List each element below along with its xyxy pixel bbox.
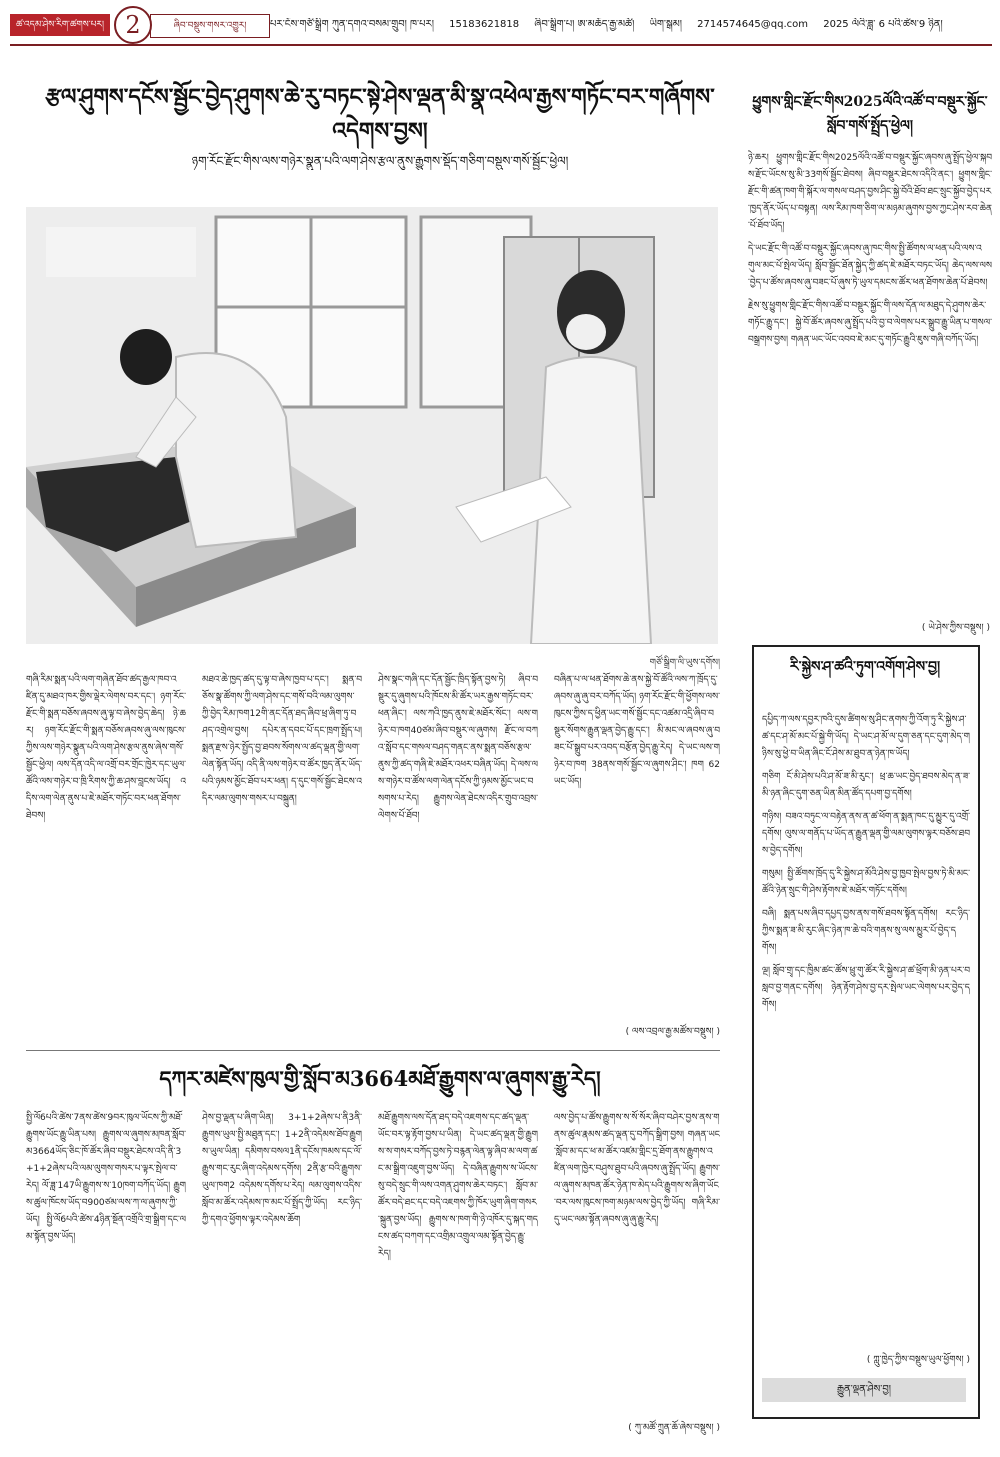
right-article-body	[748, 150, 992, 610]
article-photo	[26, 207, 718, 644]
second-column-4: ལས་བྱེད་པ་ཚོས་རྒྱུགས་ས་སོ་སོར་ཞིབ་བཤེར་བྱས་ནས་གནས་ཚུལ་རྣམས་ཚད་ལྡན་དུ་བཀོད་སྒྲིག་བྱས། གཞན་ཡང་སློབ་མ་དང་ཕ་མ་ཚོར་འཛམ་གླིང་དྲ་ཐོག་ནས་རྒྱུགས་འཛིན་ལག་ཁྱེར་བཤུས་ཐུབ་པའི་ཞབས་ཞུ་སྤྲོད་ཡོད། རྒྱུགས་ལ་ཞུགས་མཁན་ཚོར་ཉེན་ཁ་མེད་པའི་རྒྱུགས་ས་ཞིག་ཡོང་བར་ལས་ཁུངས་ཁག་མཉམ་ལས་བྱེད་ཀྱི་ཡོད། གཞི་རིམ་དུ་ཡང་ལམ་སྟོན་ཞབས་ཞུ་ཞུ་རྒྱུ་རེད།	[554, 1113, 720, 1225]
main-column-1: གཞི་རིམ་སྨན་པའི་ལག་གཞེན་ཐོབ་ཚད་རྒྱལ་ཁབ་འཛིན་དུ་མཐའ་ཁར་གྱིས་ལྡེར་ལེགས་བར་དང་། ཉག་རོང་རྫོང་གི་སྨན་བཅོས་ཞབས་ཞུ་ལྟ་བ་ཞེས་བྱེད་ཆེད། ཉེ་ཆར། ཉག་རོང་རྫོང་གི་སྨན་བཅོས་ཞབས་ཞུ་ལས་ཁུངས་ཀྱིས་ལས་གཉེར་སྣུན་པའི་ལག་ཤེས་རྩལ་ནུས་ཞེས་གསོ་སྦྱོང་ཕྱེལ། ལས་དོན་འདི་ལ་འགྲོ་བར་གྲོང་ཁྱེར་དང་ཡུལ་ཚོའི་ལས་གཉེར་བ་ཁྲི་རིགས་ཀྱི་ཆ་ཤས་བླངས་ཡོད། འདིས་ལག་ལེན་ནུས་པ་ཇེ་མཐོར་གཏོང་བར་ཕན་ཐོགས་ཐེབས།	[26, 675, 186, 821]
right-paragraph: ཉེ་ཆར། ཕྱུགས་གླིང་རྫོང་གིས2025ལོའི་འཚོ་བ་བསྡུར་སྐྱོང་ཞབས་ཞུ་སྤྲོད་ཕྱེལ་སྐབས་རྫོང་ཡོངས་སུ་མི་33གསོ་སྦྱོང་ཐེབས། ཞིབ་བསྡུར་ཐེངས་འདིའི་ནང་། ཕྱུགས་གླིང་རྫོང་གི་ཚན་ཁག་གི་སྐོར་ལ་གསལ་བཤད་བྱས་ཤིང་སྐྱེ་བོའི་ཐོབ་ཐང་སྲུང་སྐྱོབ་བྱེད་པར་ཁྱད་ནོར་ཡོད་པ་བསྟན། ལས་རིམ་ཁག་ཅིག་ལ་མཉམ་ཞུགས་བྱས་ཀྱང་ཤེས་རབ་ཆེན་པོ་ཐོབ་ཡོད།	[748, 153, 992, 231]
right-headline: ཕྱུགས་གླིང་རྫོང་གིས2025ལོའི་འཚོ་བ་བསྡུར་སྐྱོང་སློབ་གསོ་སྤྲོད་ཕྱེལ།	[752, 94, 988, 134]
info-box-title: རི་སྐྱེས་ཤ་ཚའི་ཏུག་འགོག་ཤེས་བྱ།	[789, 659, 941, 675]
second-article-byline: ( ཀུ་མཚོ་ཀྲུན་ཆོ་ཞེས་བསྡུས། )	[628, 1423, 720, 1433]
proofreader-credit: ཞིབ་སྒྲིག་པ། ཨ་མཆོད་རྒྱ་མཚོ།	[534, 19, 635, 30]
box-paragraph: གཉིས། བཟའ་བཏུང་ལ་བརྟེན་ནས་ན་ཚ་ཕོག་ན་སྨན་ཁང་དུ་མྱུར་དུ་འགྲོ་དགོས། ལུས་ལ་གནོད་པ་ཡོད་ན་རྒྱུན་ལྡན་གྱི་ལམ་ལུགས་ལྟར་བཅོས་ཐབས་བྱེད་དགོས།	[762, 812, 970, 856]
email-label: ཡིག་སྒམ།	[649, 19, 682, 30]
info-box-byline: ( ཀླུ་ཁྱེད་ཀྱིས་བསྡུས་ཡུལ་ཕྱོགས། )	[866, 1355, 970, 1365]
header-divider	[10, 44, 992, 46]
editor-credit: པར་ངོས་གཙོ་སྒྲིག ཀུན་དགའ་བསམ་གྲུབ། ཁ་པར།	[270, 19, 434, 30]
second-headline: དཀར་མཛེས་ཁུལ་གྱི་སློབ་མ3664མཐོ་རྒྱུགས་ལ་ཞུགས་རྒྱུ་རེད།	[159, 1066, 601, 1091]
section-label: ཞིབ་བསྡུས་གསར་འགྱུར།	[150, 14, 270, 38]
header-info-strip	[270, 18, 992, 32]
main-article-byline: ( ལས་འབྲལ་རྒྱ་མཚོས་བསྡུས། )	[625, 1027, 720, 1037]
box-paragraph: གཅིག ངོ་མི་ཤེས་པའི་ཤ་མོ་ཟ་མི་རུང་། ཕྲ་ཆ་ཡང་བྱེད་ཐབས་མེད་ན་ཟ་མི་ཉན་ཞིང་དུག་ཅན་ཡིན་མིན་ཚོད་དཔག་བྱ་དགོས།	[762, 772, 970, 799]
phone-number: 15183621818	[449, 19, 520, 30]
masthead-logo: ཚ་འདམ་ཤེས་རིག་ཚགས་པར།	[10, 14, 110, 36]
section-divider	[26, 1050, 720, 1051]
info-box-body	[762, 712, 970, 1342]
right-paragraph: དེ་ཡང་རྫོང་གི་འཚོ་བ་བསྡུར་སྐྱོང་ཞབས་ཞུ་ཁང་གིས་སྤྱི་ཚོགས་ལ་ཕན་པའི་ལས་འགུལ་མང་པོ་སྤེལ་ཡོད། སློབ་སྦྱོང་ཐོན་སྐྱེད་ཀྱི་ཚད་ཇེ་མཐོར་བཏང་ཡོད། ཆེད་ལས་ལས་བྱེད་པ་ཚོས་ཞབས་ཞུ་བཟང་པོ་ཞུས་ཏེ་ཡུལ་དམངས་ཚོར་ཕན་ཐོགས་ཆེན་པོ་ཐེབས།	[748, 244, 992, 288]
photo-caption: གཙོ་སྒྲིག་ལི་ཡུས་དགོས།	[649, 658, 720, 668]
main-column-3: ཤེས་སྣང་གཞི་དང་དོན་སྦྱོང་ཁྲིད་སྟོན་བྱས་ཏེ། ཞིབ་བསྡུར་དུ་ཞུགས་པའི་ཁོངས་མི་ཚོར་ཡར་རྒྱས་གཏོང་བར་ཕན་ཞིང་། ལས་ཀའི་ཁྱད་ནུས་ཇེ་མཐོར་སོང་། ལས་གཉེར་བ་ཁག40ཙམ་ཞིབ་བསྡུར་ལ་ཞུགས། རྫོང་ལ་བཀའ་སློབ་དང་གསལ་བཤད་གནང་ནས་སྨན་བཅོས་རྩལ་ནུས་ཀྱི་ཚད་གཞི་ཇེ་མཐོར་འཕར་བཞིན་ཡོད། དེ་ལས་ལས་གཉེར་བ་ཚོས་ལག་ལེན་དངོས་ཀྱི་ཉམས་མྱོང་ཡང་བསགས་པ་རེད། རྒྱུགས་ལེན་ཐེངས་འདིར་གྲུབ་འབྲས་ལེགས་པོ་ཐོབ།	[378, 675, 538, 821]
box-paragraph: ལྔ། སློབ་གྲྭ་དང་ཁྱིམ་ཚང་ཚོས་ཕྲུ་གུ་ཚོར་རི་སྐྱེས་ཤ་ཚ་ཕྲོག་མི་ཉན་པར་བསླབ་བྱ་གནང་དགོས། ཉེན་རྟོག་ཤེས་བྱ་དར་སྤེལ་ཡང་ལེགས་པར་བྱེད་དགོས།	[762, 966, 970, 1010]
second-column-2: ཤེས་བྱ་ལྡན་པ་ཞིག་ཡིན། 3+1+2ཞེས་པ་ནི3ནི་རྒྱུགས་ཡུལ་སྤྱི་མཐུན་དང་། 1+2ནི་འདེམས་ཐོབ་རྒྱུགས་ཡུལ་ཡིན། དམིགས་བསལ1ནི་དངོས་ཁམས་དང་ལོ་རྒྱུས་གང་རུང་ཞིག་འདེམས་དགོས། 2ནི་རྩ་བའི་རྒྱུགས་ཡུལ་ཁག2 འདེམས་དགོས་པ་རེད། ལམ་ལུགས་འདིས་སློབ་མ་ཚོར་འདེམས་ཁ་མང་པོ་སྤྲོད་ཀྱི་ཡོད། རང་ཉིད་ཀྱི་དགའ་ཕྱོགས་ལྟར་འདེམས་ཆོག	[202, 1113, 362, 1225]
issue-date: 2025 ལོའི་ཟླ་ 6 པའི་ཚེས་9 ཉིན།	[823, 19, 943, 30]
main-column-4: བཞིན་པ་ལ་ཕན་ཐོགས་ཆེ་ནས་སྐྱེ་བོ་ཚོའི་ལས་ཀ་ཁྲོད་དུ་ཞབས་ཞུ་ཞུ་བར་བཀོད་ཡོད། ཉག་རོང་རྫོང་གི་ཕྱོགས་ལས་ཁུངས་ཀྱིས་ད་ཕྱིན་ཡང་གསོ་སྦྱོང་དང་འཚམ་འདྲི་ཞིབ་བསྡུར་སོགས་རྒྱུན་ལྡན་བྱེད་རྒྱུ་དང་། མི་མང་ལ་ཞབས་ཞུ་བཟང་པོ་སྒྲུབ་པར་འབད་བརྩོན་བྱེད་རྒྱུ་རེད། དེ་ཡང་ལས་གཉེར་བ་ཁག 38ནས་གསོ་སྦྱོང་ལ་ཞུགས་ཤིང་། ཁག 62ཡང་ཡོད།	[554, 675, 720, 787]
main-subheadline: ཉག་རོང་རྫོང་གིས་ལས་གཉེར་སྣུན་པའི་ལག་ཤེས་རྩལ་ནུས་རྒྱུགས་སྡོད་གཅིག་བསྡུས་གསོ་སྦྱོང་ཕྱེལ།	[191, 154, 569, 168]
info-box-footer: རྒྱུན་ལྡན་ཤེས་བྱ།	[762, 1378, 966, 1402]
second-column-1: སྤྱི་ལོ6པའི་ཚེས་7ནས་ཚེས་9བར་ཁུལ་ཡོངས་ཀྱི་མཐོ་རྒྱུགས་ཡོང་རྒྱུ་ཡིན་པས། རྒྱུགས་ལ་ཞུགས་མཁན་སློབ་མ3664ཡོད་ཅིང་ཁོ་ཚོར་ཞིབ་བསྡུར་ཐེངས་འདི་ནི་3+1+2ཞེས་པའི་ལམ་ལུགས་གསར་པ་ལྟར་སྤེལ་བ་རེད། ལོ་ཟླ་147ཡི་རྒྱུགས་ས་10ཁག་བཀོད་ཡོད། རྒྱུགས་ཚུལ་ཁོངས་ཡོད་བ900ཙམ་ལས་ཀ་ལ་ཞུགས་ཀྱི་ཡོད། སྤྱི་ལོ6པའི་ཚེས་4ཉིན་སྔོན་འགྲོའི་གྲ་སྒྲིག་དང་ལམ་སྟོན་བྱས་ཡོད།	[26, 1113, 186, 1242]
email-address: 2714574645@qq.com	[697, 19, 809, 30]
main-column-2: མཐའ་ཆེ་ཁྱད་ཚད་དུ་ལྟ་བ་ཞེས་ཁྱབ་པ་དང་། སྨན་བཅོས་སྣ་ཚོགས་ཀྱི་ལག་ཤེས་དང་གསོ་བའི་ལམ་ལུགས་ཀྱི་བྱེད་རིམ་ཁག12གི་ནང་དོན་ཐད་ཞིབ་ཕྲ་ཞིག་ཏུ་བཤད་འགྲེལ་བྱས། དཔེར་ན་དབང་པོ་དང་ཁྲག་སྤྲོད་པ། སྨན་རྫས་ཉེར་སྤྱོད་བྱ་ཐབས་སོགས་ལ་ཚད་ལྡན་གྱི་ལག་ལེན་སྟོན་ཡོད། འདི་ནི་ལས་གཉེར་བ་ཚོར་ཁྱད་ནོར་ཡོད་པའི་ཉམས་མྱོང་ཐོབ་པར་ཕན། ད་དུང་གསོ་སྦྱོང་ཐེངས་འདིར་ལམ་ལུགས་གསར་པ་བསྐྲུན།	[202, 675, 362, 804]
main-headline: རྩལ་ཤུགས་དངོས་སྦྱོང་བྱེད་ཤུགས་ཆེ་རུ་བཏང་སྟེ་ཤེས་ལྡན་མི་སྣ་འཕེལ་རྒྱས་གཏོང་བར་གཞོགས་འདེགས་བྱས།	[45, 84, 715, 144]
box-paragraph: བཞི། སྨན་པས་ཞིབ་དཔྱད་བྱས་ནས་གསོ་ཐབས་སྟོན་དགོས། རང་ཉིད་ཀྱིས་སྨན་ཟ་མི་རུང་ཞིང་ཉེན་ཁ་ཆེ་བའི་གནས་སུ་ལས་མྱུར་པོ་བྱེད་དགོས།	[762, 909, 970, 953]
right-paragraph: རྗེས་སུ་ཕྱུགས་གླིང་རྫོང་གིས་འཚོ་བ་བསྡུར་སྐྱོང་གི་ལས་དོན་ལ་མཐུད་དེ་ཤུགས་ཆེར་གཏོང་རྒྱུ་དང་། སྐྱེ་བོ་ཚོར་ཞབས་ཞུ་སྤྲོད་པའི་བྱ་བ་ལེགས་པར་སྒྲུབ་རྒྱུ་ཡིན་པ་གསལ་བསྒྲགས་བྱས། གཞན་ཡང་ཡོང་འབབ་ཇེ་མང་དུ་གཏོང་རྒྱུའི་ཇུས་གཞི་བཀོད་ཡོད།	[748, 301, 992, 345]
box-paragraph: གསུམ། སྤྱི་ཚོགས་ཁྲོད་དུ་རི་སྐྱེས་ཤ་མོའི་ཤེས་བྱ་ཁྱབ་སྤེལ་བྱས་ཏེ་མི་མང་ཚོའི་ཉེན་སྲུང་གི་ཤེས་རྟོགས་ཇེ་མཐོར་གཏོང་དགོས།	[762, 869, 970, 896]
box-paragraph: དཔྱིད་ཀ་ལས་དབྱར་ཁའི་དུས་ཚིགས་སུ་ཤིང་ནགས་ཀྱི་འོག་ཏུ་རི་སྐྱེས་ཤ་ཚ་དང་ཤ་མོ་མང་པོ་སྐྱེ་གི་ཡོད། དེ་ཡང་ཤ་མོ་ལ་དུག་ཅན་དང་དུག་མེད་གཉིས་སུ་ཕྱེ་བ་ཡིན་ཞིང་ངོ་ཤེས་མ་ཐུབ་ན་ཉེན་ཁ་ཡོད།	[762, 715, 970, 759]
page-number: 2	[114, 6, 152, 44]
second-column-3: མཐོ་རྒྱུགས་ལས་དོན་ཐད་བདེ་འཇགས་དང་ཚད་ལྡན་ཡོང་བར་ལྟ་རྟོག་བྱས་པ་ཡིན། དེ་ཡང་ཚད་ལྡན་གྱི་རྒྱུགས་ས་གསར་བཀོད་བྱས་ཏེ་བརྙན་ལེན་ལྟ་ཞིབ་མ་ལག་ཚང་མ་སྒྲིག་འཇུག་བྱས་ཡོད། དེ་བཞིན་རྒྱུགས་ས་ཡོངས་སུ་བདེ་སྲུང་གི་ལས་འགན་ཤུགས་ཆེར་བཏང་། སློབ་མ་ཚོར་བདེ་ཐང་དང་བདེ་འཇགས་ཀྱི་ཁོར་ཡུག་ཞིག་གསར་སྐྲུན་བྱས་ཡོད། རྒྱུགས་ས་ཁག་གི་ཉེ་འཁོར་དུ་སྐད་གདངས་ཚད་བཀག་དང་འགྲིམ་འགྲུལ་ལམ་སྟོན་བྱེད་རྒྱུ་རེད།	[378, 1113, 538, 1259]
right-article-byline: ( ཡེ་ཤེས་ཀྱིས་བསྡུས། )	[921, 623, 990, 633]
clinic-training-photo	[26, 207, 718, 644]
